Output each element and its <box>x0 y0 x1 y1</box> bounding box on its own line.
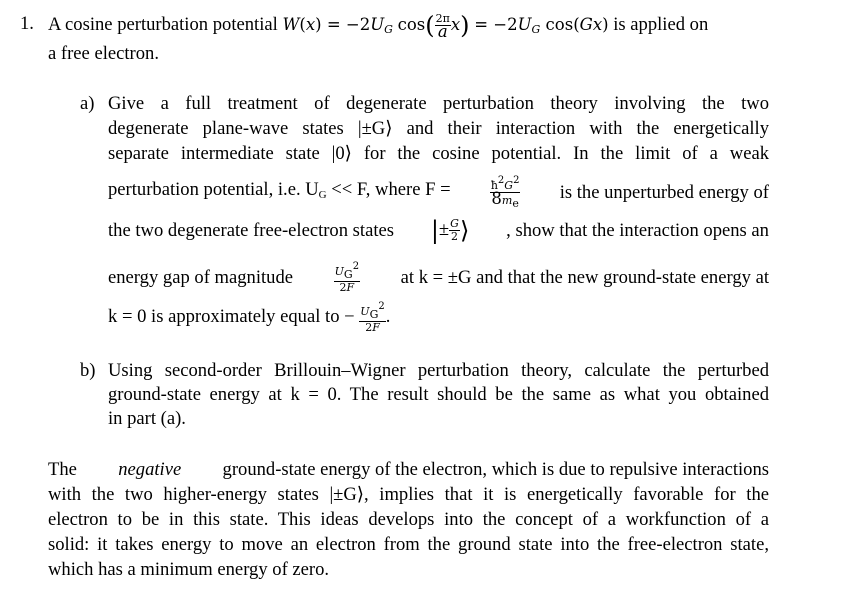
part-a-l4-left: perturbation potential, i.e. $U_G << F$, where F = <box>108 179 451 201</box>
part-b-line-2: ground-state energy at k = 0. The result should be the same as what you obtained <box>108 384 769 405</box>
closing-emphasis: negative <box>118 459 182 480</box>
part-a-l6b: at k = ±G and that the new ground-state energy at <box>400 266 769 288</box>
closing-first-rest: ground-state energy of the electron, which is due to repulsive interactions <box>222 459 769 480</box>
part-a-label: a) <box>80 93 95 114</box>
part-a-line-5 <box>108 218 769 243</box>
part-a-l4a: perturbation potential, i.e. U <box>108 179 319 200</box>
closing-line-1 <box>48 459 769 481</box>
closing-line-2: with the two higher-energy states |±G⟩, implies that it is energetically favorable for the <box>48 484 769 505</box>
closing-first-start: The <box>48 459 77 480</box>
ground-energy-fraction: $\frac{UG2}{2F}$ <box>360 301 385 334</box>
question-number: 1. <box>20 13 34 34</box>
closing-line-3: electron to be in this state. This ideas develops into the concept of a workfunction of a <box>48 509 769 530</box>
part-a-line-1: Give a full treatment of degenerate perturbation theory involving the two <box>108 93 769 114</box>
part-a-l4c: is the unperturbed energy of <box>559 181 769 203</box>
potential-formula: $W(x) = -2U_G$ cos( 2π a $x) = -2U_G$ cos(Gx) <box>282 11 609 41</box>
part-a-l5b: , show that the interaction opens an <box>506 219 769 241</box>
part-b-line-1: Using second-order Brillouin–Wigner perturbation theory, calculate the perturbed <box>108 360 769 381</box>
part-b-line-3: in part (a). <box>108 408 186 429</box>
closing-line-4: solid: it takes energy to move an electron from the ground state into the free-electron state, <box>48 534 769 555</box>
part-a-line-6 <box>108 261 769 294</box>
part-a-line-2: degenerate plane-wave states |±G⟩ and their interaction with the energetically <box>108 118 769 139</box>
ket-G-half: |± $\frac{G}{2}$ ⟩ <box>430 216 470 245</box>
energy-F-fraction: $\frac{ħ2G2}{8me}$ <box>490 175 520 210</box>
intro-text-2: is applied on <box>613 13 709 35</box>
part-b-label: b) <box>80 360 96 381</box>
part-a-l7a: k = 0 is approximately equal to − <box>108 305 355 327</box>
part-a-line-4 <box>108 175 769 210</box>
question-intro-line <box>48 13 708 41</box>
part-a-l6a: energy gap of magnitude <box>108 266 294 288</box>
question-intro-line-2: a free electron. <box>48 43 159 64</box>
closing-line-5: which has a minimum energy of zero. <box>48 559 330 580</box>
part-a-line-7: k = 0 is approximately equal to − $\frac{UG2}{2F}$ . <box>108 301 391 334</box>
part-a-line-3: separate intermediate state |0⟩ for the cosine potential. In the limit of a weak <box>108 143 769 164</box>
part-a-l4b: << F, where F = <box>326 179 451 200</box>
intro-text-1: A cosine perturbation potential <box>48 13 278 35</box>
gap-fraction: UG2 2F <box>334 261 360 294</box>
part-a-l5a: the two degenerate free-electron states <box>108 219 394 241</box>
